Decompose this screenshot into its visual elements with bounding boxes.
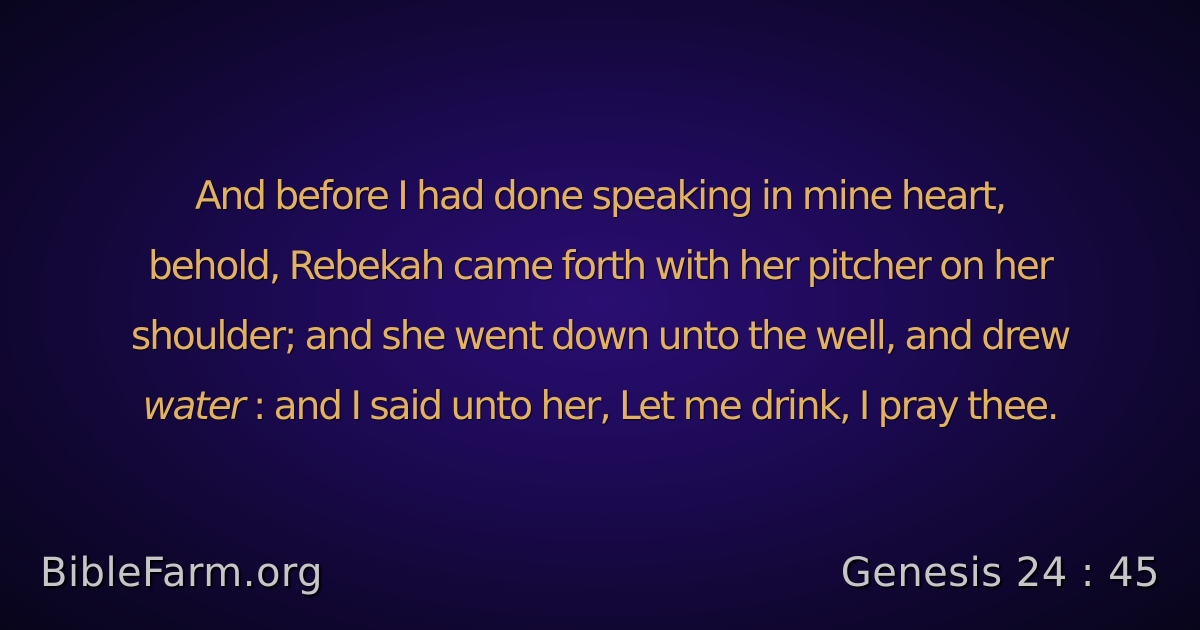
site-name: BibleFarm.org bbox=[40, 550, 324, 596]
verse-line-3: shoulder; and she went down unto the well, and drew bbox=[130, 314, 1070, 359]
verse-italic-word: water bbox=[142, 384, 244, 429]
scripture-reference: Genesis 24 : 45 bbox=[840, 550, 1160, 596]
verse-line-1: And before I had done speaking in mine heart, bbox=[194, 174, 1006, 219]
verse-line-4 bbox=[30, 372, 1170, 442]
verse-text bbox=[30, 162, 1170, 442]
verse-line-2: behold, Rebekah came forth with her pitcher on her bbox=[148, 244, 1052, 289]
verse-line-4-rest: : and I said unto her, Let me drink, I pray thee. bbox=[243, 384, 1058, 429]
